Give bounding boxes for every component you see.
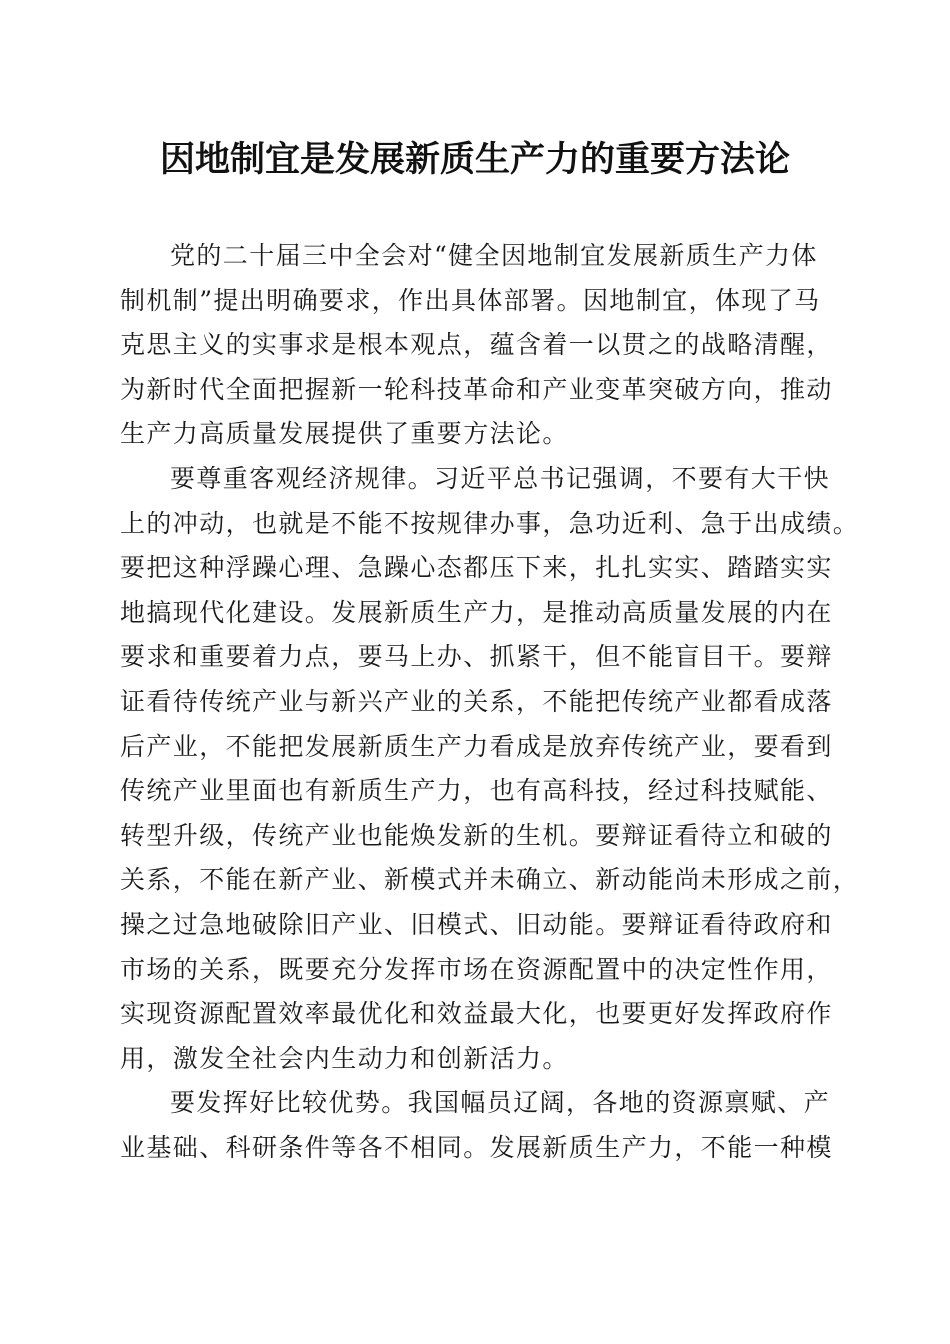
paragraph-3-line-2: 业基础、科研条件等各不相同。发展新质生产力，不能一种模 [120, 1132, 833, 1162]
paragraph-2-line-9: 转型升级，传统产业也能焕发新的生机。要辩证看待立和破的 [120, 820, 833, 850]
document-body [120, 234, 860, 1170]
paragraph-2-line-7: 后产业，不能把发展新质生产力看成是放弃传统产业，要看到 [120, 731, 833, 761]
paragraph-2-line-6: 证看待传统产业与新兴产业的关系，不能把传统产业都看成落 [120, 686, 833, 716]
paragraph-2-line-4: 地搞现代化建设。发展新质生产力，是推动高质量发展的内在 [120, 597, 833, 627]
paragraph-1-line-3: 克思主义的实事求是根本观点，蕴含着一以贯之的战略清醒， [120, 330, 833, 360]
paragraph-2-line-12: 市场的关系，既要充分发挥市场在资源配置中的决定性作用， [120, 954, 833, 984]
paragraph-2-line-14: 用，激发全社会内生动力和创新活力。 [120, 1043, 569, 1073]
paragraph-2-line-1: 要尊重客观经济规律。习近平总书记强调，不要有大干快 [170, 463, 831, 493]
paragraph-2-line-10: 关系，不能在新产业、新模式并未确立、新动能尚未形成之前， [120, 865, 860, 895]
paragraph-2-line-5: 要求和重要着力点，要马上办、抓紧干，但不能盲目干。要辩 [120, 642, 833, 672]
paragraph-1-line-1: 党的二十届三中全会对“健全因地制宜发展新质生产力体 [170, 241, 818, 270]
paragraph-3-line-1: 要发挥好比较优势。我国幅员辽阔，各地的资源禀赋、产 [170, 1088, 831, 1118]
paragraph-1-line-2: 制机制”提出明确要求，作出具体部署。因地制宜，体现了马 [120, 285, 821, 315]
paragraph-1-line-5: 生产力高质量发展提供了重要方法论。 [120, 419, 569, 449]
paragraph-2-line-11: 操之过急地破除旧产业、旧模式、旧动能。要辩证看待政府和 [120, 909, 833, 939]
paragraph-1-line-4: 为新时代全面把握新一轮科技革命和产业变革突破方向，推动 [120, 374, 833, 404]
paragraph-2-line-8: 传统产业里面也有新质生产力，也有高科技，经过科技赋能、 [120, 776, 833, 806]
paragraph-2-line-13: 实现资源配置效率最优化和效益最大化，也要更好发挥政府作 [120, 999, 833, 1029]
paragraph-2-line-3: 要把这种浮躁心理、急躁心态都压下来，扎扎实实、踏踏实实 [120, 553, 833, 583]
document-title: 因地制宜是发展新质生产力的重要方法论 [159, 139, 790, 180]
paragraph-2-line-2: 上的冲动，也就是不能不按规律办事，急功近利、急于出成绩。 [120, 508, 860, 538]
